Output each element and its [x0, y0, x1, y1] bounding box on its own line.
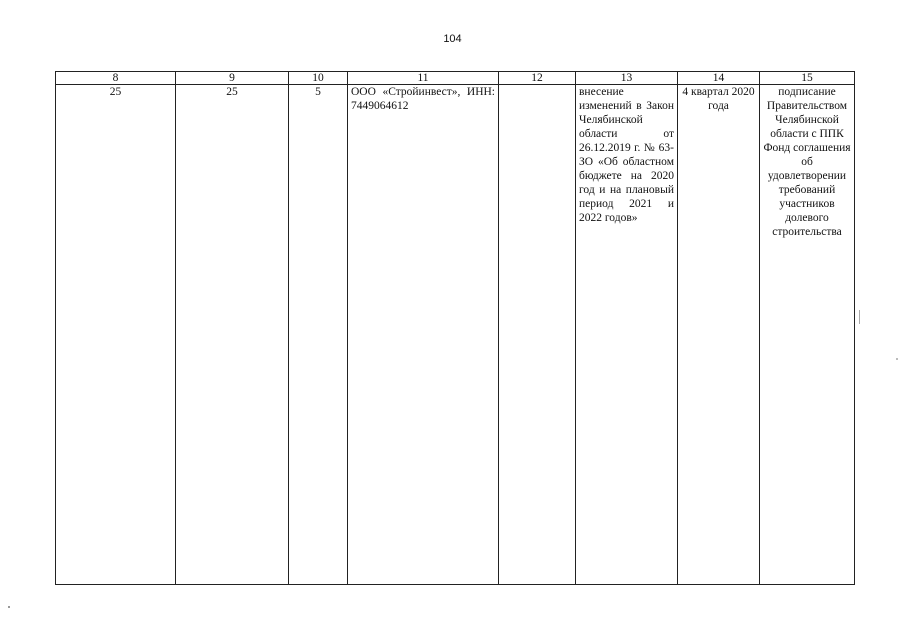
column-header-12: 12	[499, 72, 576, 85]
cell-col-11-developer: ООО «Стройинвест», ИНН: 7449064612	[348, 85, 499, 585]
cell-col-15-result: подписание Правительством Челябинской области с ППК Фонд соглашения об удовлетворении требований участников долевого строительства	[760, 85, 855, 585]
column-header-9: 9	[176, 72, 289, 85]
cell-col-12-empty	[499, 85, 576, 585]
cell-col-14-deadline: 4 квартал 2020 года	[678, 85, 760, 585]
cell-col-13-action: внесение изменений в Закон Челябинской области от 26.12.2019 г. № 63-ЗО «Об областном бюджете на 2020 год и на плановый период 2021 и 2022 годов»	[576, 85, 678, 585]
page-number: 104	[443, 33, 462, 45]
scan-dot	[8, 606, 10, 608]
table-row	[56, 85, 855, 585]
column-header-15: 15	[760, 72, 855, 85]
header-row	[56, 72, 855, 85]
cell-col-9: 25	[176, 85, 289, 585]
column-header-10: 10	[289, 72, 348, 85]
column-header-14: 14	[678, 72, 760, 85]
scan-mark	[859, 310, 863, 324]
cell-col-10: 5	[289, 85, 348, 585]
column-header-8: 8	[56, 72, 176, 85]
cell-col-8: 25	[56, 85, 176, 585]
column-header-13: 13	[576, 72, 678, 85]
column-header-11: 11	[348, 72, 499, 85]
scan-dot	[896, 358, 898, 360]
data-table	[55, 71, 855, 585]
